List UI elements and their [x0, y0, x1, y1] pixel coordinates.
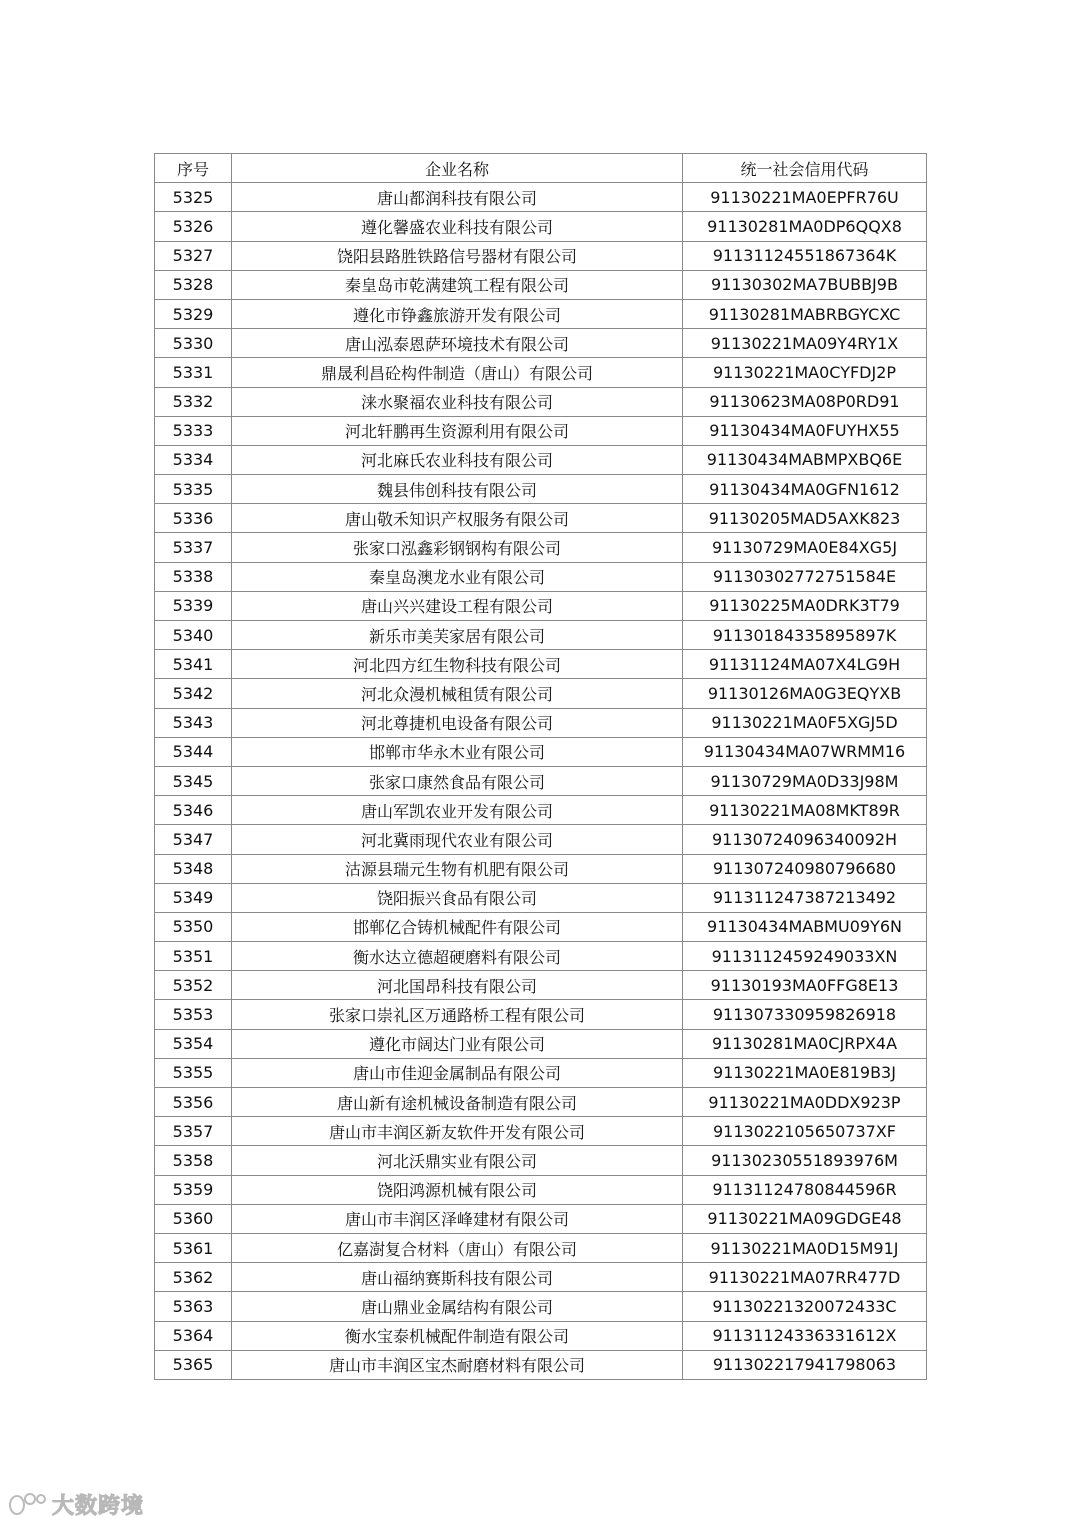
- cell-credit-code: 9113022105650737XF: [683, 1117, 927, 1146]
- cell-company-name: 唐山军凯农业开发有限公司: [232, 796, 683, 825]
- cell-serial: 5329: [155, 299, 232, 328]
- table-row: [155, 475, 927, 504]
- cell-serial: 5337: [155, 533, 232, 562]
- cell-serial: 5351: [155, 942, 232, 971]
- cell-company-name: 魏县伟创科技有限公司: [232, 475, 683, 504]
- watermark-text: 大数跨境: [52, 1493, 145, 1519]
- table-row: [155, 1029, 927, 1058]
- table-row: [155, 299, 927, 328]
- cell-company-name: 唐山鼎业金属结构有限公司: [232, 1292, 683, 1321]
- cell-company-name: 遵化馨盛农业科技有限公司: [232, 212, 683, 241]
- table-row: [155, 1233, 927, 1262]
- table-row: [155, 679, 927, 708]
- cell-company-name: 唐山市丰润区泽峰建材有限公司: [232, 1204, 683, 1233]
- cell-credit-code: 91130434MA0FUYHX55: [683, 416, 927, 445]
- cell-credit-code: 91130724096340092H: [683, 825, 927, 854]
- table-row: [155, 358, 927, 387]
- cell-credit-code: 91130221MA0E819B3J: [683, 1058, 927, 1087]
- cell-serial: 5352: [155, 971, 232, 1000]
- cell-credit-code: 91130184335895897K: [683, 621, 927, 650]
- cell-credit-code: 91130221320072433C: [683, 1292, 927, 1321]
- cell-serial: 5339: [155, 591, 232, 620]
- cell-company-name: 衡水宝泰机械配件制造有限公司: [232, 1321, 683, 1350]
- cell-serial: 5353: [155, 1000, 232, 1029]
- table-row: [155, 1292, 927, 1321]
- header-serial: 序号: [155, 154, 232, 183]
- cell-serial: 5361: [155, 1233, 232, 1262]
- table-row: [155, 971, 927, 1000]
- cell-serial: 5358: [155, 1146, 232, 1175]
- cell-credit-code: 91131124336331612X: [683, 1321, 927, 1350]
- cell-serial: 5362: [155, 1263, 232, 1292]
- cell-credit-code: 91130434MA07WRMM16: [683, 737, 927, 766]
- cell-credit-code: 91131124MA07X4LG9H: [683, 650, 927, 679]
- cell-company-name: 河北轩鹏再生资源利用有限公司: [232, 416, 683, 445]
- cell-credit-code: 91130434MABMU09Y6N: [683, 912, 927, 941]
- cell-credit-code: 91130434MABMPXBQ6E: [683, 445, 927, 474]
- cell-company-name: 河北沃鼎实业有限公司: [232, 1146, 683, 1175]
- table-row: [155, 1321, 927, 1350]
- cell-serial: 5345: [155, 766, 232, 795]
- cell-serial: 5356: [155, 1088, 232, 1117]
- cell-credit-code: 91130126MA0G3EQYXB: [683, 679, 927, 708]
- cell-credit-code: 911311247387213492: [683, 883, 927, 912]
- table-row: [155, 912, 927, 941]
- cell-serial: 5354: [155, 1029, 232, 1058]
- cell-serial: 5343: [155, 708, 232, 737]
- table-row: [155, 766, 927, 795]
- cell-serial: 5344: [155, 737, 232, 766]
- cell-company-name: 河北四方红生物科技有限公司: [232, 650, 683, 679]
- cell-serial: 5328: [155, 270, 232, 299]
- cell-credit-code: 91130225MA0DRK3T79: [683, 591, 927, 620]
- cell-credit-code: 91130230551893976M: [683, 1146, 927, 1175]
- cell-credit-code: 91130193MA0FFG8E13: [683, 971, 927, 1000]
- table-row: [155, 1263, 927, 1292]
- cell-serial: 5365: [155, 1350, 232, 1379]
- cell-serial: 5334: [155, 445, 232, 474]
- cell-serial: 5355: [155, 1058, 232, 1087]
- cell-serial: 5349: [155, 883, 232, 912]
- table-row: [155, 1088, 927, 1117]
- cell-company-name: 唐山兴兴建设工程有限公司: [232, 591, 683, 620]
- cell-serial: 5325: [155, 183, 232, 212]
- cell-company-name: 鼎晟利昌砼构件制造（唐山）有限公司: [232, 358, 683, 387]
- cell-company-name: 河北冀雨现代农业有限公司: [232, 825, 683, 854]
- table-row: [155, 942, 927, 971]
- table-row: [155, 854, 927, 883]
- table-row: [155, 825, 927, 854]
- cell-company-name: 张家口崇礼区万通路桥工程有限公司: [232, 1000, 683, 1029]
- cell-credit-code: 91130281MABRBGYCXC: [683, 299, 927, 328]
- cell-credit-code: 91130205MAD5AXK823: [683, 504, 927, 533]
- cell-serial: 5340: [155, 621, 232, 650]
- cell-credit-code: 91130221MA0DDX923P: [683, 1088, 927, 1117]
- table-row: [155, 1117, 927, 1146]
- table-row: [155, 796, 927, 825]
- table-row: [155, 883, 927, 912]
- enterprise-table: [154, 153, 927, 1380]
- cell-credit-code: 91130729MA0E84XG5J: [683, 533, 927, 562]
- cell-serial: 5326: [155, 212, 232, 241]
- cell-credit-code: 91130302MA7BUBBJ9B: [683, 270, 927, 299]
- table-row: [155, 1058, 927, 1087]
- cell-company-name: 新乐市美芙家居有限公司: [232, 621, 683, 650]
- table-row: [155, 387, 927, 416]
- table-row: [155, 270, 927, 299]
- cell-credit-code: 91130729MA0D33J98M: [683, 766, 927, 795]
- cell-company-name: 邯郸市华永木业有限公司: [232, 737, 683, 766]
- cell-serial: 5336: [155, 504, 232, 533]
- logo-bubble-icon: [8, 1490, 48, 1518]
- cell-serial: 5350: [155, 912, 232, 941]
- cell-company-name: 饶阳振兴食品有限公司: [232, 883, 683, 912]
- cell-credit-code: 91130434MA0GFN1612: [683, 475, 927, 504]
- table-row: [155, 504, 927, 533]
- table-row: [155, 1350, 927, 1379]
- header-credit-code: 统一社会信用代码: [683, 154, 927, 183]
- cell-serial: 5360: [155, 1204, 232, 1233]
- cell-company-name: 饶阳县路胜铁路信号器材有限公司: [232, 241, 683, 270]
- table-row: [155, 1204, 927, 1233]
- cell-serial: 5359: [155, 1175, 232, 1204]
- cell-company-name: 唐山福纳赛斯科技有限公司: [232, 1263, 683, 1292]
- cell-company-name: 河北众漫机械租赁有限公司: [232, 679, 683, 708]
- cell-company-name: 遵化市铮鑫旅游开发有限公司: [232, 299, 683, 328]
- cell-serial: 5330: [155, 329, 232, 358]
- cell-company-name: 唐山新有途机械设备制造有限公司: [232, 1088, 683, 1117]
- cell-credit-code: 91130221MA0F5XGJ5D: [683, 708, 927, 737]
- cell-serial: 5364: [155, 1321, 232, 1350]
- table-row: [155, 445, 927, 474]
- table-row: [155, 241, 927, 270]
- cell-company-name: 邯郸亿合铸机械配件有限公司: [232, 912, 683, 941]
- cell-serial: 5341: [155, 650, 232, 679]
- cell-serial: 5333: [155, 416, 232, 445]
- cell-company-name: 唐山都润科技有限公司: [232, 183, 683, 212]
- cell-company-name: 沽源县瑞元生物有机肥有限公司: [232, 854, 683, 883]
- table-row: [155, 329, 927, 358]
- cell-credit-code: 91130221MA0EPFR76U: [683, 183, 927, 212]
- cell-credit-code: 911307240980796680: [683, 854, 927, 883]
- cell-company-name: 秦皇岛市乾满建筑工程有限公司: [232, 270, 683, 299]
- table-row: [155, 212, 927, 241]
- cell-company-name: 秦皇岛澳龙水业有限公司: [232, 562, 683, 591]
- cell-serial: 5338: [155, 562, 232, 591]
- cell-company-name: 唐山市丰润区宝杰耐磨材料有限公司: [232, 1350, 683, 1379]
- cell-company-name: 河北国昂科技有限公司: [232, 971, 683, 1000]
- cell-serial: 5363: [155, 1292, 232, 1321]
- cell-credit-code: 91130221MA09GDGE48: [683, 1204, 927, 1233]
- cell-credit-code: 91130221MA07RR477D: [683, 1263, 927, 1292]
- cell-credit-code: 91130221MA08MKT89R: [683, 796, 927, 825]
- cell-serial: 5327: [155, 241, 232, 270]
- cell-credit-code: 911307330959826918: [683, 1000, 927, 1029]
- cell-company-name: 唐山市丰润区新友软件开发有限公司: [232, 1117, 683, 1146]
- table-row: [155, 591, 927, 620]
- table-row: [155, 1000, 927, 1029]
- cell-company-name: 张家口泓鑫彩钢钢构有限公司: [232, 533, 683, 562]
- header-company-name: 企业名称: [232, 154, 683, 183]
- cell-credit-code: 91130623MA08P0RD91: [683, 387, 927, 416]
- table-row: [155, 1175, 927, 1204]
- cell-serial: 5347: [155, 825, 232, 854]
- cell-credit-code: 91130221MA0D15M91J: [683, 1233, 927, 1262]
- cell-company-name: 衡水达立德超硬磨料有限公司: [232, 942, 683, 971]
- cell-serial: 5335: [155, 475, 232, 504]
- cell-credit-code: 91130302772751584E: [683, 562, 927, 591]
- cell-serial: 5357: [155, 1117, 232, 1146]
- cell-company-name: 唐山市佳迎金属制品有限公司: [232, 1058, 683, 1087]
- table-row: [155, 650, 927, 679]
- cell-serial: 5332: [155, 387, 232, 416]
- cell-company-name: 遵化市阔达门业有限公司: [232, 1029, 683, 1058]
- table-row: [155, 1146, 927, 1175]
- cell-credit-code: 91130281MA0CJRPX4A: [683, 1029, 927, 1058]
- cell-serial: 5346: [155, 796, 232, 825]
- cell-credit-code: 911302217941798063: [683, 1350, 927, 1379]
- cell-company-name: 张家口康然食品有限公司: [232, 766, 683, 795]
- table-row: [155, 621, 927, 650]
- cell-company-name: 涞水聚福农业科技有限公司: [232, 387, 683, 416]
- header-row: [155, 154, 927, 183]
- cell-credit-code: 91130221MA09Y4RY1X: [683, 329, 927, 358]
- table-row: [155, 183, 927, 212]
- table-row: [155, 708, 927, 737]
- cell-company-name: 亿嘉澍复合材料（唐山）有限公司: [232, 1233, 683, 1262]
- cell-serial: 5348: [155, 854, 232, 883]
- table-row: [155, 416, 927, 445]
- cell-company-name: 河北麻氏农业科技有限公司: [232, 445, 683, 474]
- cell-serial: 5342: [155, 679, 232, 708]
- cell-serial: 5331: [155, 358, 232, 387]
- table-row: [155, 562, 927, 591]
- cell-company-name: 河北尊捷机电设备有限公司: [232, 708, 683, 737]
- table-header: [155, 154, 927, 183]
- table-row: [155, 737, 927, 766]
- table-body: [155, 183, 927, 1380]
- cell-credit-code: 91130281MA0DP6QQX8: [683, 212, 927, 241]
- cell-company-name: 唐山敬禾知识产权服务有限公司: [232, 504, 683, 533]
- cell-credit-code: 91131124780844596R: [683, 1175, 927, 1204]
- watermark: [8, 1488, 144, 1520]
- cell-company-name: 饶阳鸿源机械有限公司: [232, 1175, 683, 1204]
- cell-company-name: 唐山泓泰恩萨环境技术有限公司: [232, 329, 683, 358]
- cell-credit-code: 91131124551867364K: [683, 241, 927, 270]
- cell-credit-code: 91130221MA0CYFDJ2P: [683, 358, 927, 387]
- table-row: [155, 533, 927, 562]
- cell-credit-code: 9113112459249033XN: [683, 942, 927, 971]
